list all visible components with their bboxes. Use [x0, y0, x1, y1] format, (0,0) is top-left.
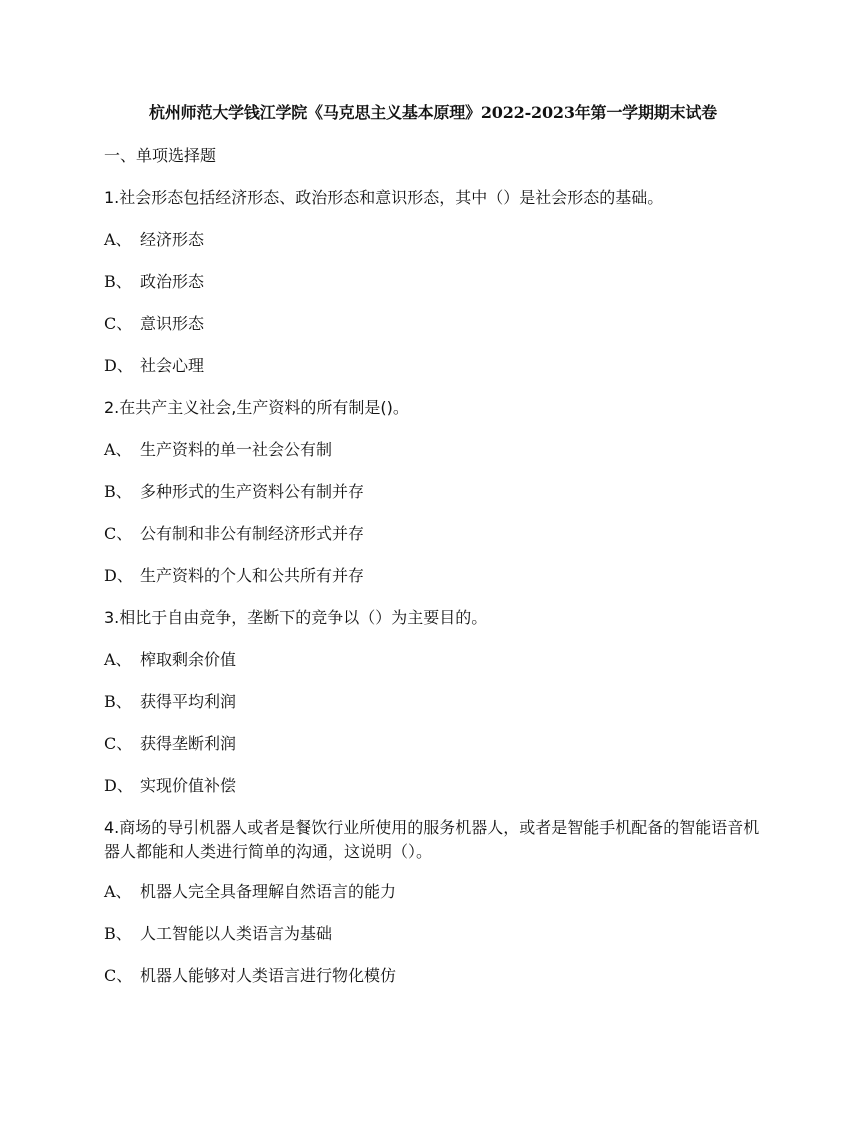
question-3-option-d	[104, 774, 236, 798]
option-text: 经济形态	[140, 230, 205, 249]
question-4-option-c	[104, 964, 396, 988]
question-3-option-b	[104, 690, 236, 714]
option-letter: D、	[104, 776, 133, 795]
option-letter: A、	[104, 230, 132, 249]
option-text: 获得平均利润	[140, 692, 237, 711]
option-letter: B、	[104, 692, 132, 711]
question-1-option-b	[104, 270, 204, 294]
option-letter: D、	[104, 356, 133, 375]
question-1-option-c	[104, 312, 204, 336]
option-text: 政治形态	[140, 272, 205, 291]
question-2-stem: 2.在共产主义社会,生产资料的所有制是()。	[104, 398, 409, 417]
option-text: 社会心理	[140, 356, 205, 375]
question-2-option-b	[104, 480, 364, 504]
option-text: 人工智能以人类语言为基础	[140, 924, 333, 943]
option-letter: C、	[104, 966, 133, 985]
question-1-stem: 1.社会形态包括经济形态、政治形态和意识形态，其中（）是社会形态的基础。	[104, 188, 664, 207]
option-text: 获得垄断利润	[140, 734, 237, 753]
option-letter: A、	[104, 650, 132, 669]
exam-title: 杭州师范大学钱江学院《马克思主义基本原理》2022-2023年第一学期期末试卷	[149, 103, 717, 122]
option-letter: C、	[104, 524, 133, 543]
option-letter: B、	[104, 482, 132, 501]
option-text: 公有制和非公有制经济形式并存	[140, 524, 365, 543]
question-3-option-c	[104, 732, 236, 756]
question-4-stem: 4.商场的导引机器人或者是餐饮行业所使用的服务机器人，或者是智能手机配备的智能语音机器人都能和人类进行简单的沟通，这说明（）。	[104, 818, 760, 861]
question-1-option-a	[104, 228, 204, 252]
option-text: 意识形态	[140, 314, 205, 333]
option-text: 榨取剩余价值	[140, 650, 237, 669]
question-4-option-a	[104, 880, 396, 904]
question-2-option-d	[104, 564, 364, 588]
option-text: 多种形式的生产资料公有制并存	[140, 482, 365, 501]
question-4-option-b	[104, 922, 332, 946]
option-letter: C、	[104, 734, 133, 753]
question-2-option-c	[104, 522, 364, 546]
option-letter: A、	[104, 882, 132, 901]
question-1-option-d	[104, 354, 204, 378]
option-text: 机器人能够对人类语言进行物化模仿	[140, 966, 397, 985]
option-text: 生产资料的个人和公共所有并存	[140, 566, 365, 585]
option-text: 生产资料的单一社会公有制	[140, 440, 333, 459]
option-letter: B、	[104, 272, 132, 291]
option-letter: D、	[104, 566, 133, 585]
question-3-option-a	[104, 648, 236, 672]
question-2-option-a	[104, 438, 332, 462]
option-letter: C、	[104, 314, 133, 333]
option-text: 机器人完全具备理解自然语言的能力	[140, 882, 397, 901]
section-heading: 一、单项选择题	[104, 146, 217, 165]
option-text: 实现价值补偿	[140, 776, 237, 795]
question-3-stem: 3.相比于自由竞争，垄断下的竞争以（）为主要目的。	[104, 608, 488, 627]
option-letter: A、	[104, 440, 132, 459]
option-letter: B、	[104, 924, 132, 943]
